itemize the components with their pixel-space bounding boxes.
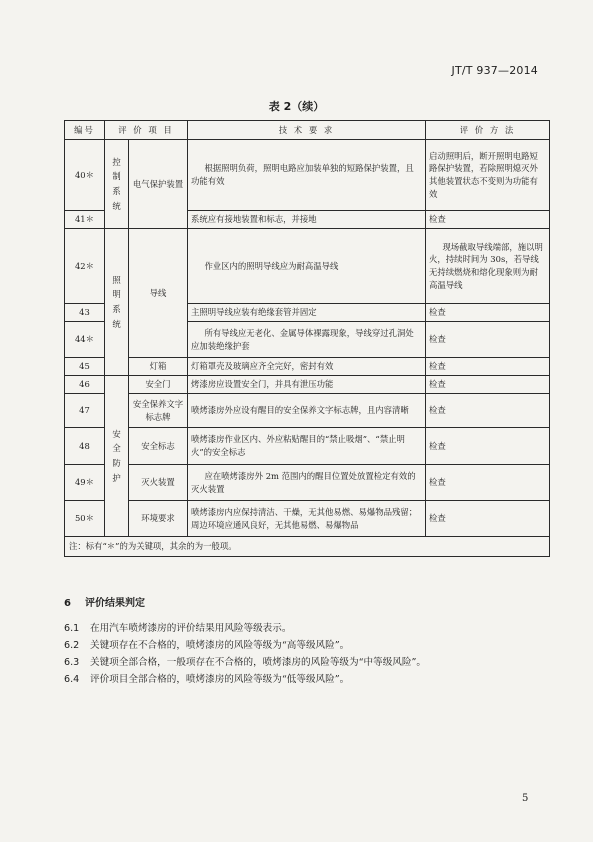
row-number: 46 <box>65 376 105 394</box>
row-number: 43 <box>65 304 105 322</box>
row-number: 47 <box>65 394 105 428</box>
table-note: 注：标有“＊”的为关键项，其余的为一般项。 <box>65 537 550 557</box>
row-method: 启动照明后，断开照明电路短路保护装置，若除照明熄灭外其他装置状态不变则为功能有效 <box>426 140 550 211</box>
row-number: 41＊ <box>65 211 105 229</box>
row-requirement: 所有导线应无老化、金属导体裸露现象，导线穿过孔洞处应加装绝缘护套 <box>188 322 426 358</box>
row-requirement: 喷烤漆房作业区内、外应粘贴醒目的“禁止吸烟”、“禁止明火”的安全标志 <box>188 428 426 465</box>
section-heading <box>64 594 145 609</box>
table-row <box>65 229 550 304</box>
clause-number: 6.3 <box>64 657 80 668</box>
row-number: 42＊ <box>65 229 105 304</box>
group-safety-protection: 安全防护 <box>105 376 129 537</box>
group-control-system: 控制系统 <box>105 140 129 229</box>
row-method: 检查 <box>426 304 550 322</box>
evaluation-table-container <box>64 120 549 557</box>
row-item: 安全标志 <box>129 428 188 465</box>
table-row <box>65 465 550 501</box>
clause-text: 评价项目全部合格的，喷烤漆房的风险等级为“低等级风险”。 <box>90 674 350 685</box>
row-requirement: 烤漆房应设置安全门，并具有泄压功能 <box>188 376 426 394</box>
row-method: 检查 <box>426 465 550 501</box>
clause-number: 6.1 <box>64 623 80 634</box>
table-row <box>65 428 550 465</box>
table-row <box>65 376 550 394</box>
table-row <box>65 501 550 537</box>
row-requirement: 作业区内的照明导线应为耐高温导线 <box>188 229 426 304</box>
row-item: 导线 <box>129 229 188 358</box>
row-method: 检查 <box>426 358 550 376</box>
clause-text: 关键项全部合格，一般项存在不合格的，喷烤漆房的风险等级为“中等级风险”。 <box>90 657 426 668</box>
row-item: 灯箱 <box>129 358 188 376</box>
header-item: 评 价 项 目 <box>105 121 188 140</box>
row-item: 安全保养文字标志牌 <box>129 394 188 428</box>
row-requirement: 根据照明负荷，照明电路应加装单独的短路保护装置，且功能有效 <box>188 140 426 211</box>
row-number: 40＊ <box>65 140 105 211</box>
clause-6-1 <box>64 620 291 634</box>
row-method: 检查 <box>426 211 550 229</box>
table-title: 表 2（续） <box>268 100 325 113</box>
row-method: 检查 <box>426 501 550 537</box>
table-row <box>65 394 550 428</box>
row-method: 检查 <box>426 428 550 465</box>
header-requirement: 技 术 要 求 <box>188 121 426 140</box>
clause-text: 在用汽车喷烤漆房的评价结果用风险等级表示。 <box>90 623 292 634</box>
row-number: 50＊ <box>65 501 105 537</box>
row-method: 现场截取导线端部，施以明火，持续时间为 30s，若导线无持续燃烧和熔化现象则为耐高温导线 <box>426 229 550 304</box>
clause-6-3 <box>64 654 426 668</box>
row-item: 电气保护装置 <box>129 140 188 229</box>
row-requirement: 主照明导线应装有绝缘套管并固定 <box>188 304 426 322</box>
row-number: 49＊ <box>65 465 105 501</box>
row-requirement: 灯箱罩壳及玻璃应齐全完好，密封有效 <box>188 358 426 376</box>
section-number: 6 <box>64 598 71 609</box>
row-requirement: 喷烤漆房内应保持清洁、干燥，无其他易燃、易爆物品残留；周边环境应通风良好，无其他易燃、易爆物品 <box>188 501 426 537</box>
row-method: 检查 <box>426 376 550 394</box>
header-method: 评 价 方 法 <box>426 121 550 140</box>
row-item: 灭火装置 <box>129 465 188 501</box>
row-item: 环境要求 <box>129 501 188 537</box>
table-header-row <box>65 121 550 140</box>
row-number: 44＊ <box>65 322 105 358</box>
section-title: 评价结果判定 <box>84 598 145 609</box>
row-item: 安全门 <box>129 376 188 394</box>
group-lighting-system: 照明系统 <box>105 229 129 376</box>
row-number: 45 <box>65 358 105 376</box>
clause-number: 6.2 <box>64 640 80 651</box>
row-requirement: 应在喷烤漆房外 2m 范围内的醒目位置处放置检定有效的灭火装置 <box>188 465 426 501</box>
evaluation-table <box>64 120 550 557</box>
table-row <box>65 358 550 376</box>
standard-code: JT/T 937—2014 <box>451 64 538 77</box>
clause-number: 6.4 <box>64 674 80 685</box>
clause-6-2 <box>64 637 349 651</box>
row-method: 检查 <box>426 394 550 428</box>
table-row <box>65 140 550 211</box>
clause-text: 关键项存在不合格的，喷烤漆房的风险等级为“高等级风险”。 <box>90 640 350 651</box>
row-number: 48 <box>65 428 105 465</box>
row-method: 检查 <box>426 322 550 358</box>
header-no: 编号 <box>65 121 105 140</box>
clause-6-4 <box>64 671 349 685</box>
row-requirement: 系统应有接地装置和标志，并接地 <box>188 211 426 229</box>
row-requirement: 喷烤漆房外应设有醒目的安全保养文字标志牌，且内容清晰 <box>188 394 426 428</box>
page-number: 5 <box>522 793 529 804</box>
table-note-row <box>65 537 550 557</box>
